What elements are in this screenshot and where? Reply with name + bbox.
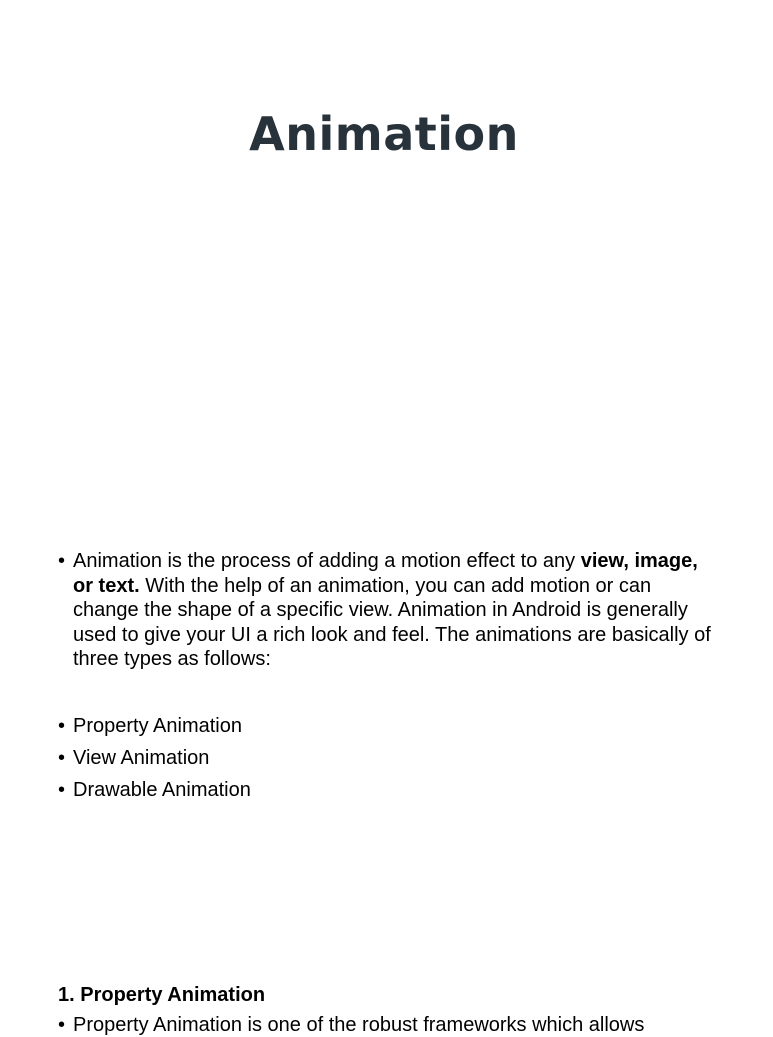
intro-text-start: Animation is the process of adding a motion effect to any [73, 550, 581, 572]
intro-paragraph [58, 549, 718, 672]
bullet-icon: • [58, 715, 66, 737]
animation-types-list [58, 710, 718, 806]
intro-text-bold: view, image, or text. [73, 550, 698, 597]
section-heading: 1. Property Animation [58, 984, 266, 1006]
intro-text-end: With the help of an animation, you can add motion or can change the shape of a specific view. Animation in Android is generally used to give your UI a rich look and feel. The animations are basically of three types as follows: [73, 574, 711, 670]
list-item [58, 774, 718, 806]
bullet-icon: • [58, 550, 66, 572]
bullet-icon: • [58, 1014, 66, 1036]
bullet-icon: • [58, 747, 66, 769]
list-item-label: Drawable Animation [73, 779, 251, 801]
page-title: Animation [249, 107, 519, 161]
list-item [58, 742, 718, 774]
intro-list [58, 549, 718, 672]
section-text-content: Property Animation is one of the robust frameworks which allows [73, 1014, 645, 1036]
list-item-label: View Animation [73, 747, 210, 769]
list-item [58, 710, 718, 742]
list-item-label: Property Animation [73, 715, 242, 737]
section-text [58, 1013, 773, 1037]
bullet-icon: • [58, 779, 66, 801]
